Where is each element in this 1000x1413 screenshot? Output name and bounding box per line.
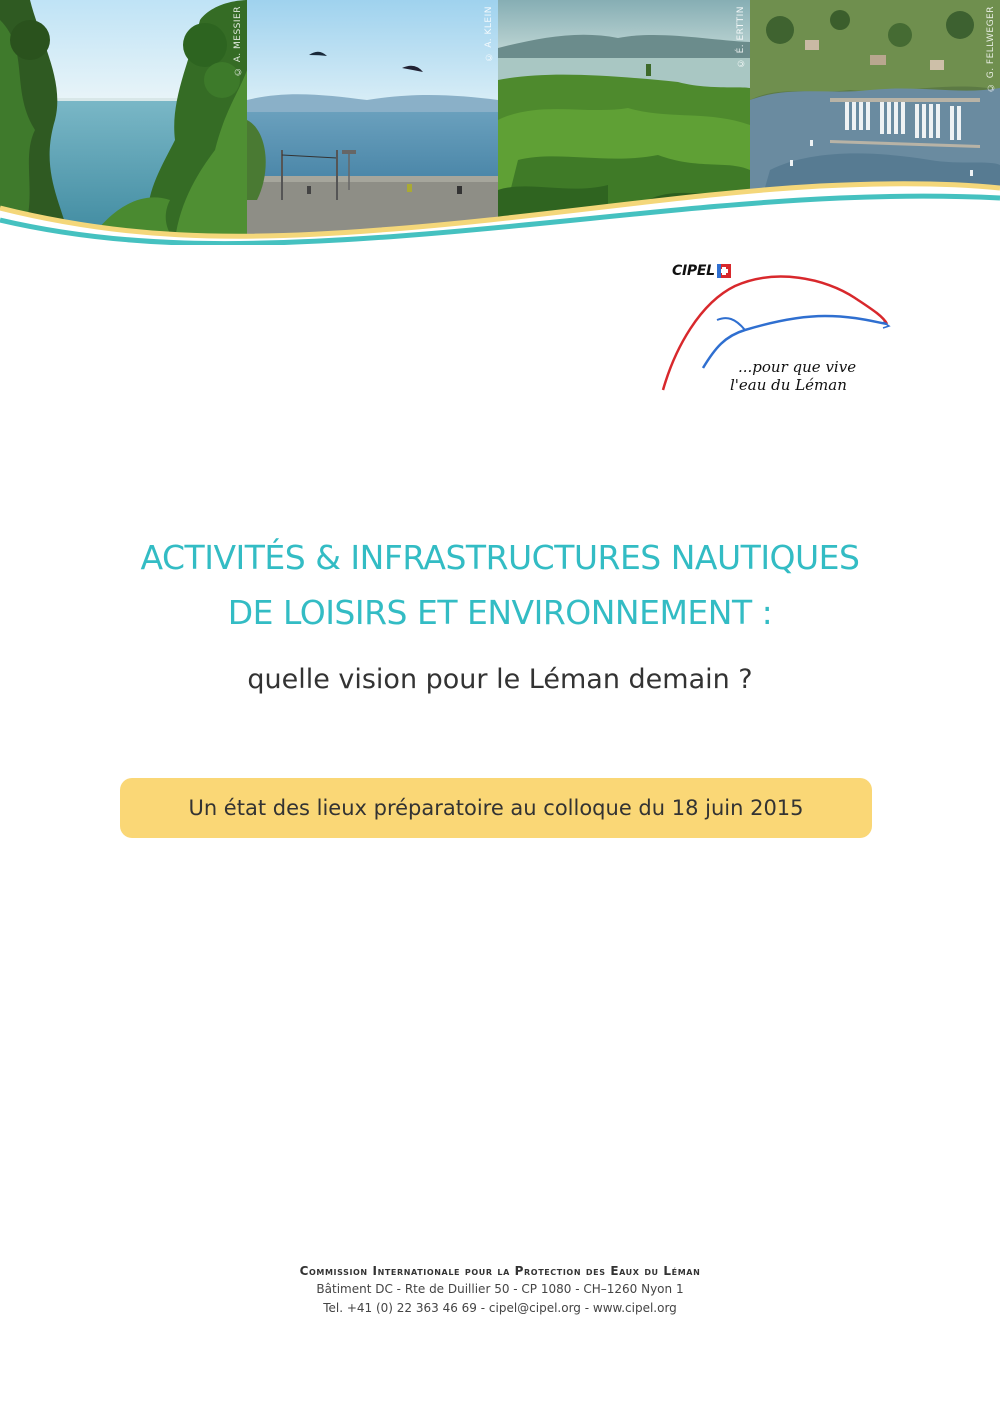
footer-organization: Commission Internationale pour la Protection des Eaux du Léman bbox=[299, 1264, 701, 1278]
footer-address: Bâtiment DC - Rte de Duillier 50 - CP 1080 - CH–1260 Nyon 1 bbox=[316, 1282, 684, 1296]
logo-tagline: ...pour que vive l'eau du Léman bbox=[730, 358, 857, 394]
cipel-logo bbox=[655, 258, 895, 398]
document-subtitle: quelle vision pour le Léman demain ? bbox=[247, 664, 753, 695]
photo-credit: © A. KLEIN bbox=[484, 6, 494, 62]
logo-wordmark: CIPEL bbox=[672, 263, 715, 279]
photo-credit: © É. ERTTIN bbox=[736, 6, 746, 68]
photo-credit: © G. FELLWEGER bbox=[986, 6, 996, 93]
title-line-1: ACTIVITÉS & INFRASTRUCTURES NAUTIQUES bbox=[140, 538, 860, 577]
footer-contact: Tel. +41 (0) 22 363 46 69 - cipel@cipel.org - www.cipel.org bbox=[323, 1301, 677, 1315]
highlight-banner bbox=[120, 778, 872, 838]
wave-divider bbox=[0, 150, 1000, 245]
document-title bbox=[0, 530, 1000, 640]
footer bbox=[0, 1262, 1000, 1318]
photo-credit: © A. MESSIER bbox=[233, 6, 243, 77]
highlight-text: Un état des lieux préparatoire au colloque du 18 juin 2015 bbox=[188, 796, 804, 820]
title-line-2: DE LOISIRS ET ENVIRONNEMENT : bbox=[227, 593, 773, 632]
photo-banner bbox=[0, 0, 1000, 245]
